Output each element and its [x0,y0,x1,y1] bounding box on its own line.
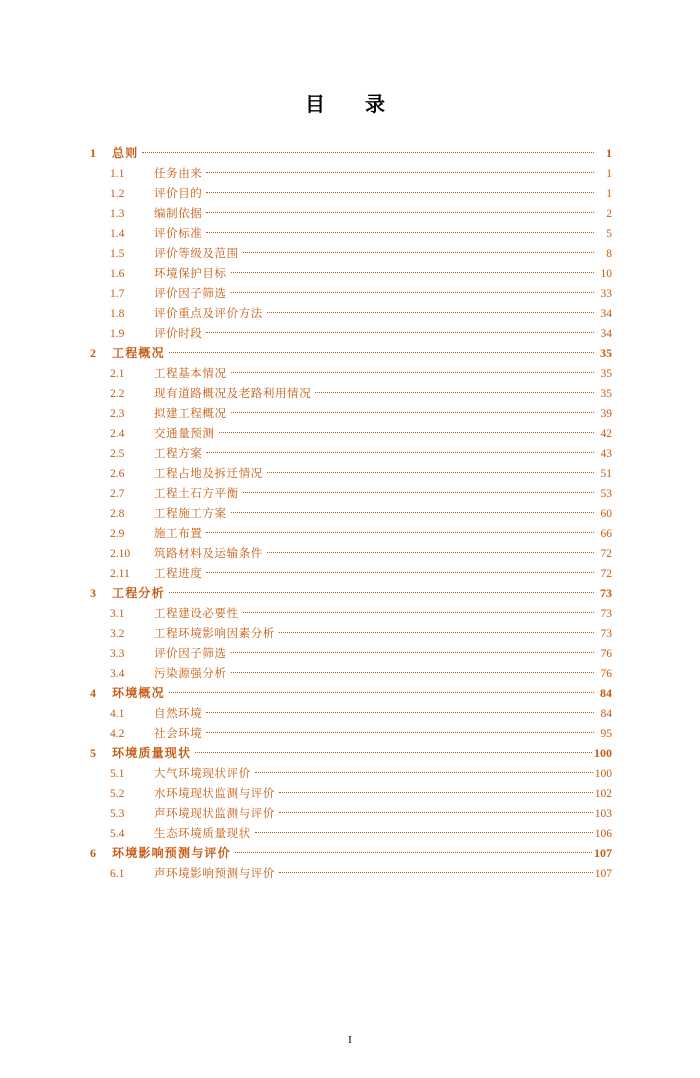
toc-entry[interactable] [90,545,612,565]
toc-entry-label: 工程土石方平衡 [154,487,239,500]
toc-entry-page: 73 [600,586,612,600]
toc-entry-number: 2.6 [110,467,125,480]
toc-leader-dots [231,665,594,677]
toc-entry-label: 声环境现状监测与评价 [154,807,275,820]
toc-leader-dots [243,245,594,257]
toc-leader-dots [231,365,594,377]
toc-entry[interactable] [90,725,612,745]
toc-leader-dots [206,445,594,457]
toc-entry[interactable] [90,345,612,365]
toc-entry-page: 53 [600,487,612,500]
toc-entry[interactable] [90,765,612,785]
toc-entry-number: 1.3 [110,207,125,220]
toc-leader-dots [243,605,594,617]
toc-leader-dots [255,765,593,777]
toc-entry-label: 交通量预测 [154,427,215,440]
toc-entry-label: 环境概况 [112,686,165,700]
toc-leader-dots [267,465,594,477]
toc-entry-page: 84 [600,686,612,700]
toc-entry-page: 35 [600,387,612,400]
toc-entry-number: 6 [90,846,96,860]
toc-entry-page: 66 [600,527,612,540]
toc-entry[interactable] [90,625,612,645]
toc-entry-label: 环境保护目标 [154,267,227,280]
toc-entry-number: 3.4 [110,667,125,680]
toc-entry[interactable] [90,605,612,625]
toc-leader-dots [169,585,594,597]
toc-leader-dots [206,165,594,177]
toc-entry[interactable] [90,705,612,725]
toc-entry-number: 1.8 [110,307,125,320]
toc-entry-page: 1 [606,146,612,160]
toc-entry-label: 自然环境 [154,707,203,720]
toc-entry[interactable] [90,645,612,665]
toc-leader-dots [231,505,594,517]
toc-entry-number: 2.11 [110,567,130,580]
toc-entry-number: 3.1 [110,607,125,620]
toc-entry[interactable] [90,145,612,165]
toc-entry-label: 筑路材料及运输条件 [154,547,263,560]
toc-entry-page: 34 [600,327,612,340]
toc-entry-page: 76 [600,647,612,660]
toc-entry-page: 42 [600,427,612,440]
toc-entry-page: 2 [606,207,612,220]
toc-leader-dots [169,345,594,357]
toc-entry[interactable] [90,505,612,525]
toc-leader-dots [231,285,594,297]
toc-entry-number: 4.2 [110,727,125,740]
toc-entry[interactable] [90,865,612,885]
toc-entry[interactable] [90,405,612,425]
toc-entry-number: 2 [90,346,96,360]
toc-entry[interactable] [90,785,612,805]
toc-leader-dots [279,865,593,877]
toc-entry[interactable] [90,185,612,205]
toc-entry-number: 2.5 [110,447,125,460]
toc-entry-page: 5 [606,227,612,240]
toc-entry-page: 34 [600,307,612,320]
toc-entry-number: 5.2 [110,787,125,800]
toc-entry-label: 任务由来 [154,167,203,180]
toc-entry-label: 拟建工程概况 [154,407,227,420]
toc-entry[interactable] [90,805,612,825]
toc-leader-dots [315,385,594,397]
toc-entry-page: 102 [594,787,612,800]
toc-entry-page: 100 [594,746,612,760]
toc-leader-dots [267,305,594,317]
toc-entry[interactable] [90,325,612,345]
toc-leader-dots [195,745,592,757]
toc-entry-label: 评价因子筛选 [154,287,227,300]
toc-entry[interactable] [90,225,612,245]
toc-leader-dots [267,545,594,557]
toc-entry[interactable] [90,465,612,485]
toc-entry-number: 2.3 [110,407,125,420]
document-page [0,88,700,1078]
toc-leader-dots [206,725,594,737]
toc-entry-number: 2.2 [110,387,125,400]
toc-entry-number: 1.1 [110,167,125,180]
toc-entry-label: 工程分析 [112,586,165,600]
toc-entry-page: 73 [600,627,612,640]
toc-entry-number: 1.6 [110,267,125,280]
toc-entry-page: 1 [606,167,612,180]
toc-entry-label: 编制依据 [154,207,203,220]
toc-entry-number: 2.10 [110,547,131,560]
toc-entry-number: 2.1 [110,367,125,380]
toc-entry-page: 107 [594,846,612,860]
toc-entry-label: 施工布置 [154,527,203,540]
toc-entry[interactable] [90,445,612,465]
toc-entry-label: 评价等级及范围 [154,247,239,260]
toc-entry-label: 声环境影响预测与评价 [154,867,275,880]
toc-entry[interactable] [90,245,612,265]
toc-leader-dots [206,225,594,237]
footer-page-number: I [348,1034,352,1046]
toc-entry[interactable] [90,565,612,585]
toc-entry-number: 5 [90,746,96,760]
toc-leader-dots [206,705,594,717]
toc-entry[interactable] [90,265,612,285]
toc-leader-dots [206,565,594,577]
toc-entry-label: 评价目的 [154,187,203,200]
toc-entry-label: 社会环境 [154,727,203,740]
toc-entry-number: 1.2 [110,187,125,200]
toc-leader-dots [206,325,594,337]
toc-entry[interactable] [90,845,612,865]
toc-entry-number: 5.4 [110,827,125,840]
toc-entry[interactable] [90,485,612,505]
toc-entry[interactable] [90,825,612,845]
toc-entry-page: 100 [594,767,612,780]
toc-entry-number: 4 [90,686,96,700]
toc-entry-page: 35 [600,367,612,380]
toc-entry[interactable] [90,385,612,405]
toc-leader-dots [169,685,594,697]
toc-entry-page: 39 [600,407,612,420]
toc-entry-label: 评价因子筛选 [154,647,227,660]
toc-entry-number: 6.1 [110,867,125,880]
toc-entry-page: 33 [600,287,612,300]
toc-entry-page: 106 [594,827,612,840]
toc-entry-number: 2.9 [110,527,125,540]
toc-entry-label: 水环境现状监测与评价 [154,787,275,800]
toc-entry[interactable] [90,585,612,605]
toc-leader-dots [219,425,595,437]
toc-entry-label: 工程进度 [154,567,203,580]
toc-entry[interactable] [90,685,612,705]
toc-entry[interactable] [90,745,612,765]
toc-entry[interactable] [90,285,612,305]
toc-leader-dots [279,805,593,817]
toc-entry-label: 现有道路概况及老路利用情况 [154,387,312,400]
toc-list [0,145,700,885]
toc-entry-page: 72 [600,547,612,560]
toc-entry-number: 2.4 [110,427,125,440]
toc-leader-dots [243,485,594,497]
toc-entry-number: 5.1 [110,767,125,780]
toc-leader-dots [279,785,593,797]
toc-leader-dots [231,645,594,657]
toc-entry-number: 1 [90,146,96,160]
toc-entry-number: 1.9 [110,327,125,340]
page-title: 目 录 [305,94,395,116]
toc-entry-label: 工程方案 [154,447,203,460]
toc-entry-page: 35 [600,346,612,360]
toc-entry-page: 1 [606,187,612,200]
toc-entry-page: 10 [600,267,612,280]
toc-entry-page: 8 [606,247,612,260]
toc-leader-dots [142,145,594,157]
toc-entry-label: 环境影响预测与评价 [112,846,231,860]
toc-entry-page: 73 [600,607,612,620]
toc-entry-label: 评价时段 [154,327,203,340]
toc-leader-dots [206,185,594,197]
toc-entry-number: 2.7 [110,487,125,500]
toc-entry-page: 103 [594,807,612,820]
toc-entry-number: 3.2 [110,627,125,640]
toc-entry-label: 污染源强分析 [154,667,227,680]
toc-leader-dots [231,265,594,277]
toc-entry-number: 1.7 [110,287,125,300]
toc-entry-number: 4.1 [110,707,125,720]
toc-entry-label: 大气环境现状评价 [154,767,251,780]
toc-entry-number: 1.5 [110,247,125,260]
toc-entry-page: 60 [600,507,612,520]
toc-entry-number: 1.4 [110,227,125,240]
toc-entry-number: 5.3 [110,807,125,820]
toc-entry-label: 生态环境质量现状 [154,827,251,840]
toc-entry-page: 95 [600,727,612,740]
toc-entry-number: 3 [90,586,96,600]
toc-entry-number: 2.8 [110,507,125,520]
toc-leader-dots [206,525,594,537]
toc-entry[interactable] [90,425,612,445]
toc-entry[interactable] [90,365,612,385]
toc-entry-number: 3.3 [110,647,125,660]
toc-leader-dots [231,405,594,417]
toc-entry-label: 评价重点及评价方法 [154,307,263,320]
toc-entry-label: 环境质量现状 [112,746,192,760]
toc-entry[interactable] [90,525,612,545]
toc-entry[interactable] [90,205,612,225]
toc-entry[interactable] [90,665,612,685]
toc-entry-label: 评价标准 [154,227,203,240]
toc-entry[interactable] [90,305,612,325]
toc-entry-page: 51 [600,467,612,480]
toc-entry-label: 工程建设必要性 [154,607,239,620]
toc-entry-label: 工程施工方案 [154,507,227,520]
toc-entry-label: 工程环境影响因素分析 [154,627,275,640]
toc-entry-page: 84 [600,707,612,720]
toc-entry-page: 72 [600,567,612,580]
toc-leader-dots [206,205,594,217]
toc-entry-page: 76 [600,667,612,680]
toc-leader-dots [255,825,593,837]
toc-entry-label: 工程占地及拆迁情况 [154,467,263,480]
toc-leader-dots [235,845,592,857]
toc-entry[interactable] [90,165,612,185]
toc-entry-label: 总则 [112,146,139,160]
toc-leader-dots [279,625,594,637]
toc-entry-label: 工程基本情况 [154,367,227,380]
toc-entry-page: 43 [600,447,612,460]
toc-entry-page: 107 [594,867,612,880]
toc-entry-label: 工程概况 [112,346,165,360]
